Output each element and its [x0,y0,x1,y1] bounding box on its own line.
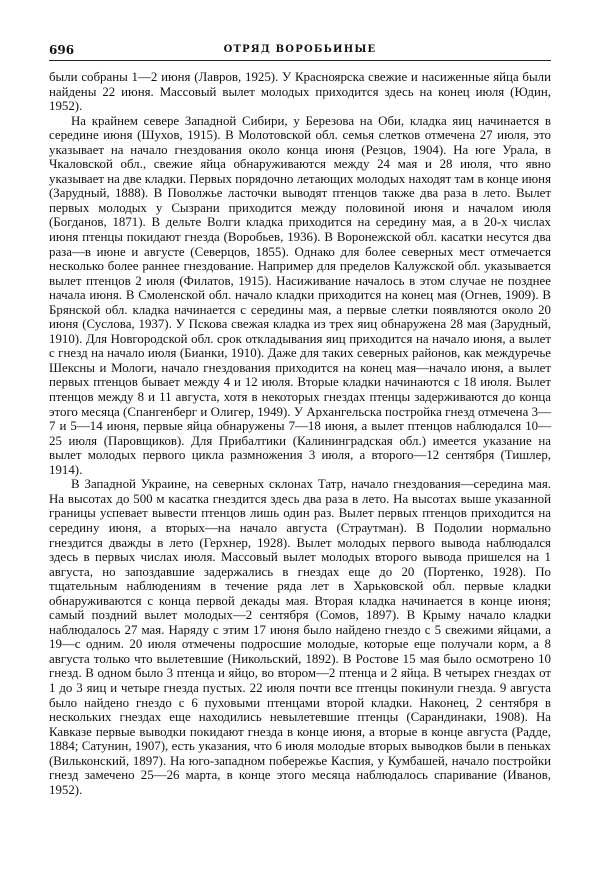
page-number: 696 [49,43,75,57]
paragraph-2: На крайнем севере Западной Сибири, у Березова на Оби, кладка яиц начинается в середине июня (Шухов, 1915). В Молотовской обл. семья слетков отмечена 27 июля, это указывает на начало гнездования около конца июня (Резцов, 1904). На юге Урала, в Чкаловской обл., свежие яйца обнаруживаются между 24 мая и 28 июля, что явно указывает на две кладки. Первых порядочно летающих молодых находят там в конце июня (Зарудный, 1888). В Поволжье ласточки выводят птенцов также два раза в лето. Вылет первых молодых у Сызрани приходится между половиной июня и началом июля (Богданов, 1871). В дельте Волги кладка приходится на середину мая, а в 20-х числах июня птенцы покидают гнезда (Воробьев, 1936). В Воронежской обл. касатки несутся два раза—в июне и августе (Северцов, 1855). Однако для более северных мест отмечается несколько более раннее гнездование. Например для пределов Калужской обл. указывается вылет птенцов 2 июля (Филатов, 1915). Насиживание началось в этом случае не позднее начала июня. В Смоленской обл. начало кладки приходится на конец мая (Огнев, 1909). В Брянской обл. кладка начинается с середины мая, а первые слетки появляются около 20 июня (Суслова, 1937). У Пскова свежая кладка из трех яиц обнаружена 28 мая (Зарудный, 1910). Для Новгородской обл. срок откладывания яиц приходится на начало июня, а вылет с гнезд на начало июля (Бианки, 1910). Даже для таких северных районов, как междуречье Шексны и Мологи, начало гнездования приходится на конец мая—начало июня, а вылет первых птенцов бывает между 4 и 12 июля. Вторые кладки начинаются с 18 июля. Вылет птенцов между 8 и 11 августа, хотя в некоторых гнездах птенцы задерживаются до конца этого месяца (Спангенберг и Олигер, 1949). У Архангельска постройка гнезд отмечена 3—7 и 5—14 июня, первые яйца обнаружены 7—18 июня, а вылет птенцов наблюдался 10—25 июля (Паровщиков). Для Прибалтики (Калининградская обл.) имеется указание на вылет молодых первого цикла размножения 3 июля, а второго—12 сентября (Тишлер, 1914). [49,113,551,477]
paragraph-3: В Западной Украине, на северных склонах Татр, начало гнездования—середина мая. На высотах до 500 м касатка гнездится здесь два раза в лето. На высотах выше указанной границы успевает вывести птенцов лишь один раз. Вылет первых птенцов приходится на середину июня, а вторых—на начало августа (Страутман). В Подолии нормально гнездится дважды в лето (Герхнер, 1928). Вылет молодых первого вывода наблюдался здесь в первых числах июля. Массовый вылет молодых второго вывода пришелся на 1 августа, но запоздавшие задержались в гнездах еще до 20 (Портенко, 1928). По тщательным наблюдениям в течение ряда лет в Харьковской обл. первые кладки обнаруживаются с конца первой декады мая. Вторая кладка начинается в конце июня; самый поздний вылет молодых—2 сентября (Сомов, 1897). В Крыму начало кладки наблюдалось 27 мая. Наряду с этим 17 июня было найдено гнездо с 5 свежими яйцами, а 19—с одним. 20 июля отмечены подросшие молодые, которые еще получали корм, а 8 августа только что вылетевшие (Никольский, 1892). В Ростове 15 мая было осмотрено 10 гнезд. В одном было 3 птенца и яйцо, во втором—2 птенца и 2 яйца. В четырех гнездах от 1 до 3 яиц и четыре гнезда пустых. 22 июля почти все птенцы покинули гнезда. 9 августа было найдено гнездо с 6 пуховыми птенцами второй кладки. Наконец, 2 сентября в нескольких гнездах еще находились невылетевшие птенцы (Сарандинаки, 1908). На Кавказе первые выводки покидают гнезда в конце июня, а вторые в конце августа (Радде, 1884; Сатунин, 1907), есть указания, что 6 июля молодые вторых выводков были в пеньках (Вильконский, 1897). На юго-западном побережье Каспия, у Кумбашей, начало постройки гнезд замечено 25—26 марта, в конце этого месяца наблюдалось спаривание (Иванов, 1952). [49,477,551,797]
header-rule [49,60,551,61]
page-header [49,43,551,63]
running-title: ОТРЯД ВОРОБЬИНЫЕ [223,44,377,55]
paragraph-1: были собраны 1—2 июня (Лавров, 1925). У Красноярска свежие и насиженные яйца были найдены 22 июня. Массовый вылет молодых приходится здесь на конец июля (Юдин, 1952). [49,70,551,114]
body-text [49,70,551,797]
